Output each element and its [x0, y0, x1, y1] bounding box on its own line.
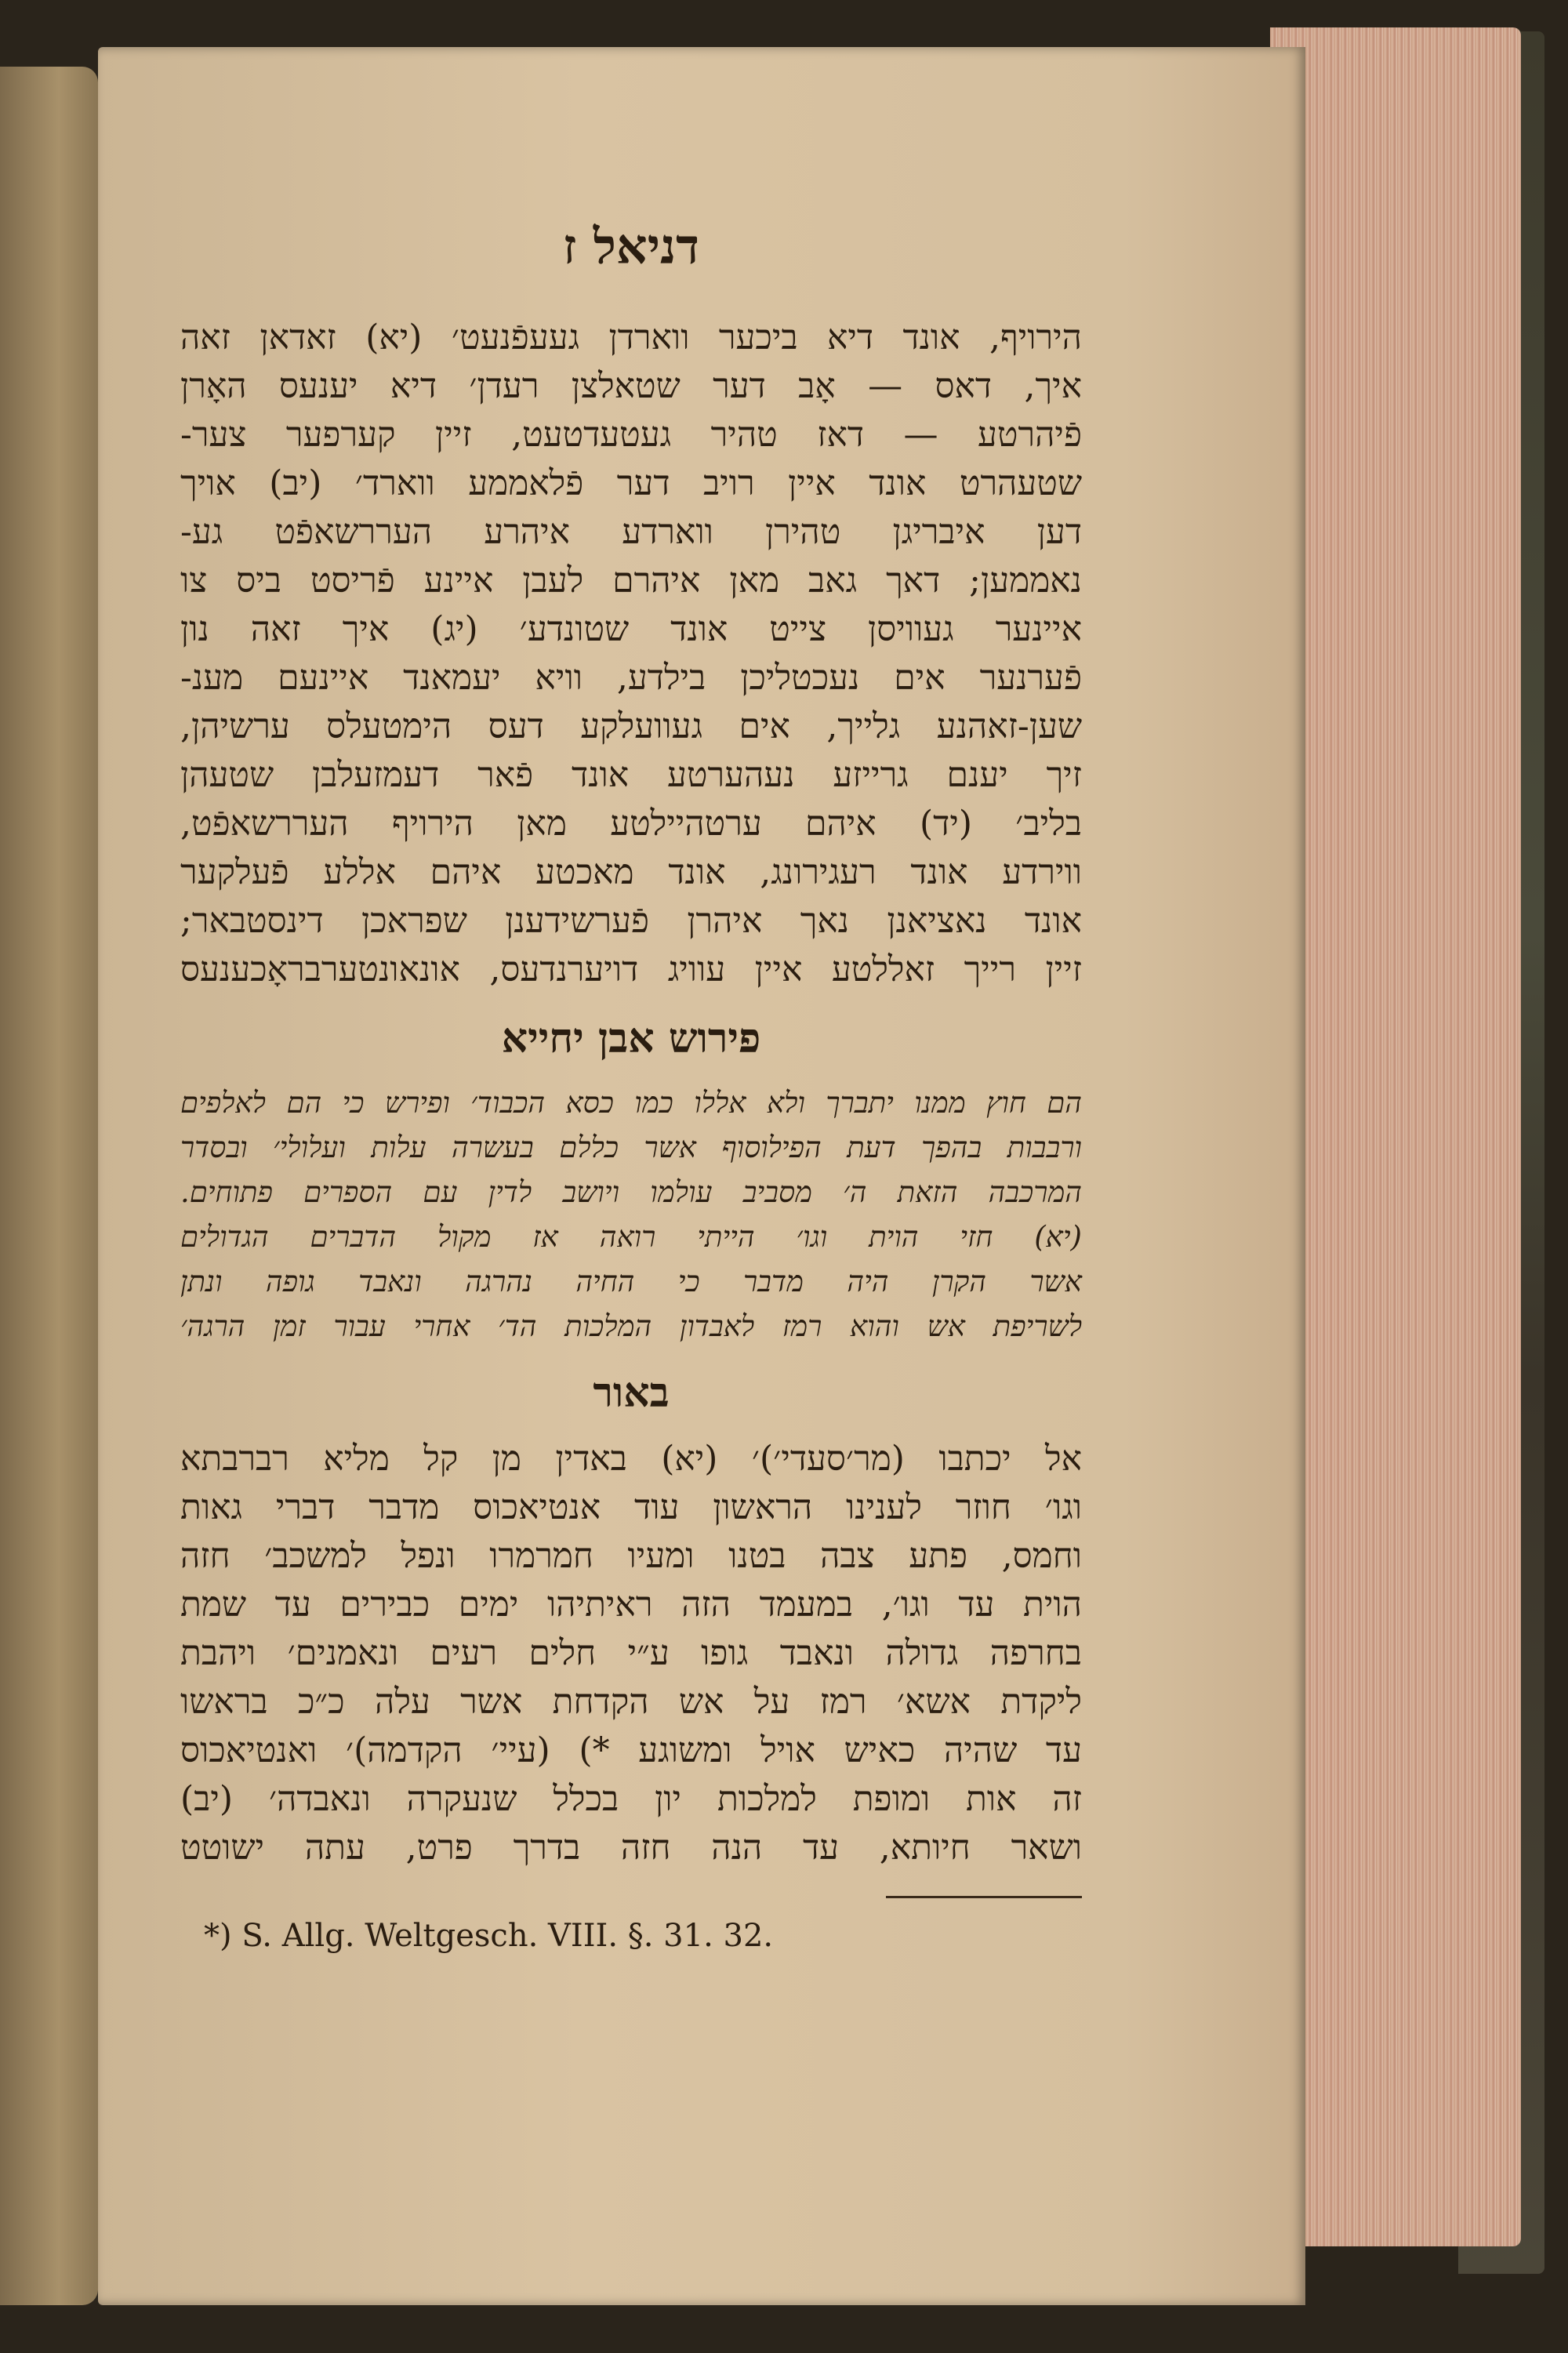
left-page-edge — [0, 67, 98, 2305]
text-line: אשר הקרן היה מדבר כי החיה נהרגה ונאבד גופה ונתן — [180, 1265, 1082, 1298]
text-line: זיין רייך זאללטע איין עוויג דויערנדעס, אונאונטערבראָכענעס — [180, 950, 1082, 989]
text-line: נאממען; דאך גאב מאן איהרם לעבן איינע פֿריסט ביס צו — [180, 561, 1082, 601]
text-line: שען-זאהנע גלייך, אים געוועלקע דעס הימטעלס ערשיהן, — [180, 706, 1082, 746]
text-line: שטעהרט אונד איין רויב דער פֿלאממע ווארד׳ (יב) אויך — [180, 463, 1082, 503]
text-line: וגו׳ חוזר לענינו הראשון עוד אנטיאכוס מדבר דברי גאות — [180, 1487, 1082, 1527]
text-line: אונד נאציאנן נאך איהרן פֿערשידענן שפראכן דינסטבאר; — [180, 901, 1082, 941]
text-line: המרכבה הזאת ה׳ מסביב עולמו ויושב לדין עם הספרים פתוחים. — [180, 1175, 1082, 1209]
text-line: הם חוץ ממנו יתברך ולא אללו כמו כסא הכבוד׳ ופירש כי הם לאלפים — [180, 1086, 1082, 1120]
text-line: בליב׳ (יד) איהם ערטהיילטע מאן הירויף העררשאפֿט, — [180, 804, 1082, 844]
text-line: ושאר חיותא, עד הנה חזה בדרך פרט, עתה ישוטט — [180, 1828, 1082, 1868]
section-title-biur: באור — [593, 1369, 670, 1417]
page-stack-edge — [1270, 27, 1521, 2246]
section-title-ibn-yahya: פירוש אבן יחייא — [501, 1015, 761, 1062]
text-line: ליקדת אשא׳ רמז על אש הקדחת אשר עלה כ״כ בראשו — [180, 1682, 1082, 1722]
text-line: הירויף, אונד דיא ביכער ווארדן געעפֿנעט׳ (יא) זאדאן זאה — [180, 318, 1082, 358]
page-header: דניאל ז — [563, 218, 699, 275]
text-line: איינער געוויסן צייט אונד שטונדע׳ (יג) איך זאה נון — [180, 609, 1082, 649]
text-line: וחמס, פתע צבה בטנו ומעיו חמרמרו ונפל למשכב׳ חזה — [180, 1536, 1082, 1576]
text-line: איך, דאס — אָב דער שטאלצן רעדן׳ דיא יענעס האָרן — [180, 366, 1082, 406]
text-line: ווירדע אונד רעגירונג, אונד מאכטע איהם אללע פֿעלקער — [180, 852, 1082, 892]
paragraph-commentary — [180, 1080, 1082, 1349]
text-line: (יא) חזי הוית וגו׳ הייתי רואה אז מקול הדברים הגדולים — [180, 1220, 1082, 1254]
text-line: בחרפה גדולה ונאבד גופו ע״י חלים רעים ונאמנים׳ ויהבת — [180, 1633, 1082, 1673]
text-line: לשריפת אש והוא רמז לאבדון המלכות הד׳ אחרי עבור זמן הרגה׳ — [180, 1309, 1082, 1343]
text-line: זיך יענם גרייזע נעהערטע אונד פֿאר דעמזעלבן שטעהן — [180, 755, 1082, 795]
paragraph-biur — [180, 1435, 1082, 1872]
page-content — [180, 212, 1082, 1958]
text-line: עד שהיה כאיש אויל ומשוגע *) (עיי׳ הקדמה)׳ ואנטיאכוס — [180, 1730, 1082, 1770]
text-line: דען איבריגן טהירן ווארדע איהרע העררשאפֿט גע- — [180, 512, 1082, 552]
footnote: *) S. Allg. Weltgesch. VIII. §. 31. 32. — [204, 1918, 774, 1954]
text-line: פֿערנער אים נעכטליכן בילדע, וויא יעמאנד איינעם מענ- — [180, 658, 1082, 698]
text-line: ורבבות בהפך דעת הפילוסוף אשר כללם בעשרה עלות ועלולי׳ ובסדר — [180, 1131, 1082, 1164]
text-line: פֿיהרטע — דאז טהיר געטעדטעט, זיין קערפער צער- — [180, 415, 1082, 455]
text-line: אל יכתבו (מר׳סעדי׳)׳ (יא) באדין מן קל מליא רברבתא — [180, 1439, 1082, 1479]
footnote-rule — [886, 1896, 1082, 1898]
text-line: זה אות ומופת למלכות יון בכלל שנעקרה ונאבדה׳ (יב) — [180, 1779, 1082, 1819]
text-line: הוית עד וגו׳, במעמד הזה ראיתיהו ימים כבירים עד שמת — [180, 1585, 1082, 1625]
paragraph-yiddish — [180, 314, 1082, 994]
